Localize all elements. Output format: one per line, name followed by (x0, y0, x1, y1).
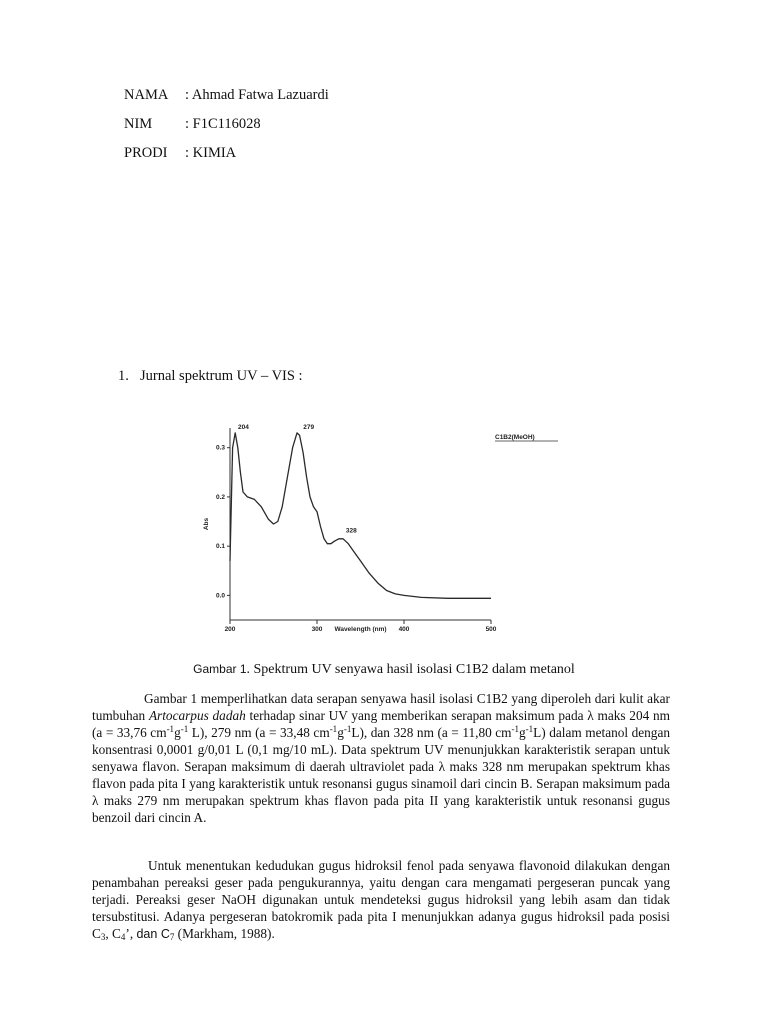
info-label: PRODI (124, 145, 168, 161)
uv-spectrum-figure (120, 420, 595, 652)
section-heading (118, 368, 303, 385)
x-axis-label: Wavelength (nm) (334, 626, 387, 633)
y-tick-label: 0.0 (215, 592, 225, 600)
uv-spectrum-chart (120, 420, 595, 652)
legend-text: C1B2(MeOH) (495, 434, 535, 441)
paragraph-1: Gambar 1 memperlihatkan data serapan senyawa hasil isolasi C1B2 yang diperoleh dari kulit akar tumbuhan Artocarpus dadah terhadap sinar UV yang memberikan serapan maksimum pada λ maks 204 nm (a = 33,76 $cm^{-1}g^{-1}$ L), 279 nm (a = 33,48 $cm^{-1}g^{-1}L$), dan 328 nm (a = 11,80 $cm^{-1}g^{-1}L$) dalam metanol dengan konsentrasi 0,0001 g/0,01 L (0,1 mg/10 mL). Data spektrum UV menunjukkan karakteristik serapan untuk senyawa flavon. Serapan maksimum di daerah ultraviolet pada λ maks 328 nm merupakan spektrum khas flavon pada pita I yang karakteristik untuk resonansi gugus sinamoil dari cincin B. Serapan maksimum pada λ maks 279 nm merupakan spektrum khas flavon pada pita II yang karakteristik untuk resonansi gugus benzoil dari cincin A. (92, 691, 671, 825)
x-tick-label: 300 (311, 626, 323, 633)
y-tick-label: 0.3 (215, 444, 225, 452)
info-value: : KIMIA (185, 145, 237, 161)
caption-label: Gambar 1 (193, 662, 247, 676)
section-title: Jurnal spektrum UV – VIS : (140, 368, 303, 384)
x-tick-label: 200 (224, 626, 236, 633)
paragraph-2: Untuk menentukan kedudukan gugus hidroksil fenol pada senyawa flavonoid dilakukan dengan penambahan pereaksi geser pada pengukurannya, yaitu dengan cara mengamati pergeseran puncak yang terjadi. Pereaksi geser NaOH digunakan untuk mendeteksi gugus hidroksil yang lebih asam dan tidak tersubstitusi. Adanya pergeseran batokromik pada pita I menunjukkan adanya gugus hidroksil pada posisi $C_3$, $C_4$’, dan $C_7$ (Markham, 1988). (92, 858, 670, 942)
info-label: NAMA (124, 87, 169, 103)
peak-label: 279 (303, 423, 315, 431)
figure-caption (0, 662, 768, 678)
info-value: : F1C116028 (185, 116, 261, 132)
info-label: NIM (124, 116, 153, 132)
x-tick-label: 500 (485, 626, 497, 633)
y-tick-label: 0.2 (215, 493, 225, 501)
y-axis-label: Abs (203, 517, 210, 531)
peak-label: 328 (345, 527, 357, 535)
x-tick-label: 400 (398, 626, 410, 633)
section-number: 1. (118, 368, 129, 384)
y-tick-label: 0.1 (215, 543, 225, 551)
peak-label: 204 (238, 423, 249, 431)
caption-text: . Spektrum UV senyawa hasil isolasi C1B2 dalam metanol (246, 662, 575, 677)
spectrum-line (230, 433, 491, 598)
info-value: : Ahmad Fatwa Lazuardi (185, 87, 329, 103)
